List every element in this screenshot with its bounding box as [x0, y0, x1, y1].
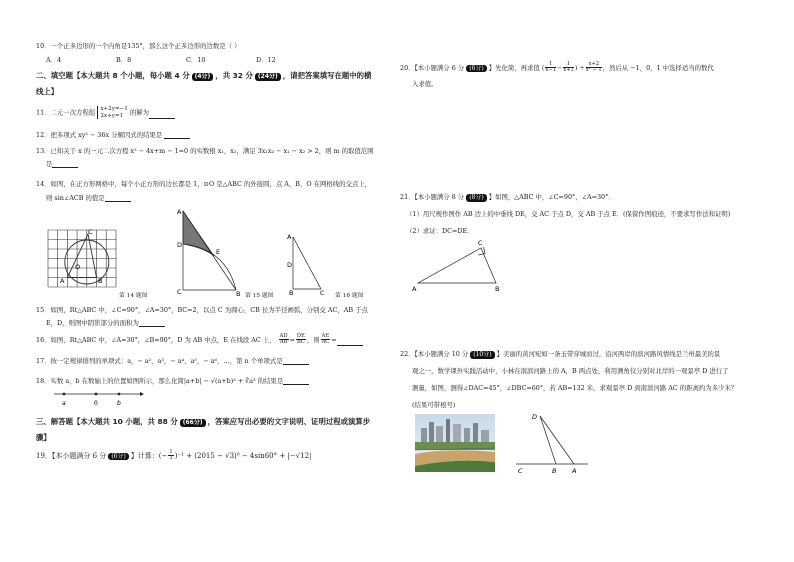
figure-14-caption: 第 14 题图 [119, 293, 148, 299]
label-C: C [518, 467, 523, 475]
figure-21-triangle [410, 236, 506, 294]
figure-14-grid-circle [44, 224, 124, 290]
q15-text-cont: E，D，则图中阴影部分的面积为 [46, 319, 165, 327]
label-E: E [216, 248, 221, 256]
label-O: O [75, 263, 81, 271]
q12-text: 12．把多项式 xy² − 36x 分解因式的结果是 [36, 131, 190, 139]
section3-heading: 三、解答题【本大题共 10 小题，共 88 分 (66分) ，答案应写出必要的文字说明、证明过程或演算步 [36, 417, 371, 426]
q22-text-cont3: (结果可带根号) [412, 401, 456, 409]
label-zero: 0 [94, 400, 98, 407]
q17-text: 17．按一定规律排列的单项式：a，− a²，a³，− a⁴，a⁵，− a⁶，…，第 n 个单项式是 [36, 357, 309, 365]
label-a: a [62, 400, 66, 407]
score-badge: (66分) [180, 419, 206, 427]
q20-text-cont: 入求值。 [412, 80, 438, 88]
q18-text: 18．实数 a，b 在数轴上的位置如图所示，那么化简|a+b| − √(a+b)² + ∛a³ 的结果是 [36, 377, 309, 385]
score-badge: (4分) [192, 73, 214, 81]
label-A: A [412, 285, 417, 293]
label-D: D [177, 241, 183, 249]
figure-18-number-line [52, 386, 146, 410]
q22-text: 22．【本小题满分 10 分 (10分) 】美丽的黄河宛如一条玉带穿城而过，沿河两岸的滨河路风情线是兰州最美的景 [400, 350, 721, 358]
score-badge: (24分) [255, 73, 281, 81]
label-b: b [117, 400, 121, 407]
q13-text-cont: 是 [46, 160, 78, 168]
q14-text: 14．如图，在正方形网格中，每个小正方形的边长都是 1，⊙O 是△ABC 的外接圆，点 A，B，O 在网格线的交点上， [36, 180, 372, 188]
section2-heading: 二、填空题【本大题共 8 个小题，每小题 4 分 (4分) ，共 32 分 (24分) ，请把答案填写在题中的横 [36, 71, 372, 80]
q22-text-cont2: 测量，如图，测得∠DAC=45°，∠DBC=60°，若 AB=132 米，求观景亭 D 到南滨河路 AC 的距离约为多少米？ [412, 384, 738, 392]
figure-22-triangle [512, 410, 590, 478]
label-C: C [320, 289, 325, 295]
label-B: B [98, 277, 103, 285]
label-A: A [572, 467, 577, 475]
q10-option-d: D．12 [256, 56, 276, 64]
q16-text: 16．如图，Rt△ABC 中，∠A=30°，∠B=90°，D 为 AB 中点，E 在线段 AC 上， $\frac{AD}{AB}$ = $\frac{DE}{BC}$ ，则 $\frac{AE}{AC}$ = [36, 334, 363, 346]
q10-option-c: C．10 [186, 56, 206, 64]
q19-text: 19．【本小题满分 6 分 (6分) 】计算：(− $\frac{1}{3}$ )⁻¹ + (2015 − √3)⁰ − 4sin60° + |−√12| [36, 449, 312, 462]
score-badge: (8分) [466, 194, 487, 202]
label-B: B [289, 289, 294, 295]
figure-16-right-triangle [283, 229, 343, 295]
label-C: C [478, 239, 483, 247]
score-badge: (6分) [108, 453, 129, 461]
figure-15-caption: 第 15 题图 [245, 293, 274, 299]
q10-option-a: A．4 [46, 56, 62, 64]
label-A: A [60, 277, 65, 285]
figure-16-caption: 第 16 题图 [335, 293, 364, 299]
label-B: B [552, 467, 557, 475]
label-B: B [495, 285, 500, 293]
label-D: D [532, 413, 538, 421]
section3-heading-cont: 骤】 [36, 433, 51, 442]
q21-part1: （1）用尺规作图作 AB 边上的中垂线 DE，交 AC 于点 D，交 AB 于点 E．(保留作图痕迹，不要求写作法和证明) [406, 210, 731, 218]
q22-text-cont1: 观之一，数学课外实践活动中，小林在南滨河路上的 A，B 两点处，利用测角仪分别对北岸的一观景亭 D 进行了 [412, 367, 729, 375]
q21-text: 21．【本小题满分 8 分 (8分) 】如图，△ABC 中，∠C=90°，∠A=30°． [400, 193, 615, 201]
score-badge: (6分) [466, 65, 487, 73]
q20-text: 20．【本小题满分 6 分 (6分) 】先化简，再求值 ( $\frac{1}{x-1}$ − $\frac{1}{x+1}$ ) ÷ $\frac{x+2}{\text{x² − 1}}$ ，然后从 −1，0，1 中选择适当的数代 [400, 61, 714, 74]
q21-part2: （2）求证：DC=DE． [406, 227, 474, 235]
label-A: A [177, 208, 182, 216]
label-B: B [236, 290, 241, 296]
label-A: A [287, 233, 292, 241]
label-C: C [177, 288, 182, 296]
score-badge: (10分) [470, 351, 494, 359]
label-C: C [88, 228, 93, 236]
figure-15-shaded-triangle [174, 204, 246, 296]
label-D: D [287, 261, 293, 269]
q10-option-b: B．8 [116, 56, 132, 64]
q15-text: 15．如图，Rt△ABC 中，∠C=90°，∠A=30°，BC=2，以点 C 为圆心，CB 长为半径画弧，分别交 AC，AB 于点 [36, 306, 368, 314]
q13-text: 13．已知关于 x 的一元二次方程 x² − 4x+m − 1=0 的实数根 x₁，x₂，满足 3x₁x₂ − x₁ − x₂ > 2，则 m 的取值范围 [36, 147, 374, 155]
q14-text-cont: 则 sin∠ACB 的值是 [46, 194, 131, 202]
q10-text: 10．一个正多边形的一个内角是135°，那么这个正多边形的边数是（ ） [36, 42, 241, 50]
section2-heading-cont: 线上】 [36, 87, 59, 96]
q11-text: 11．二元一次方程组 x+2y=−1 2x+y=1 的解为 [36, 106, 175, 119]
river-city-photo [415, 414, 495, 472]
